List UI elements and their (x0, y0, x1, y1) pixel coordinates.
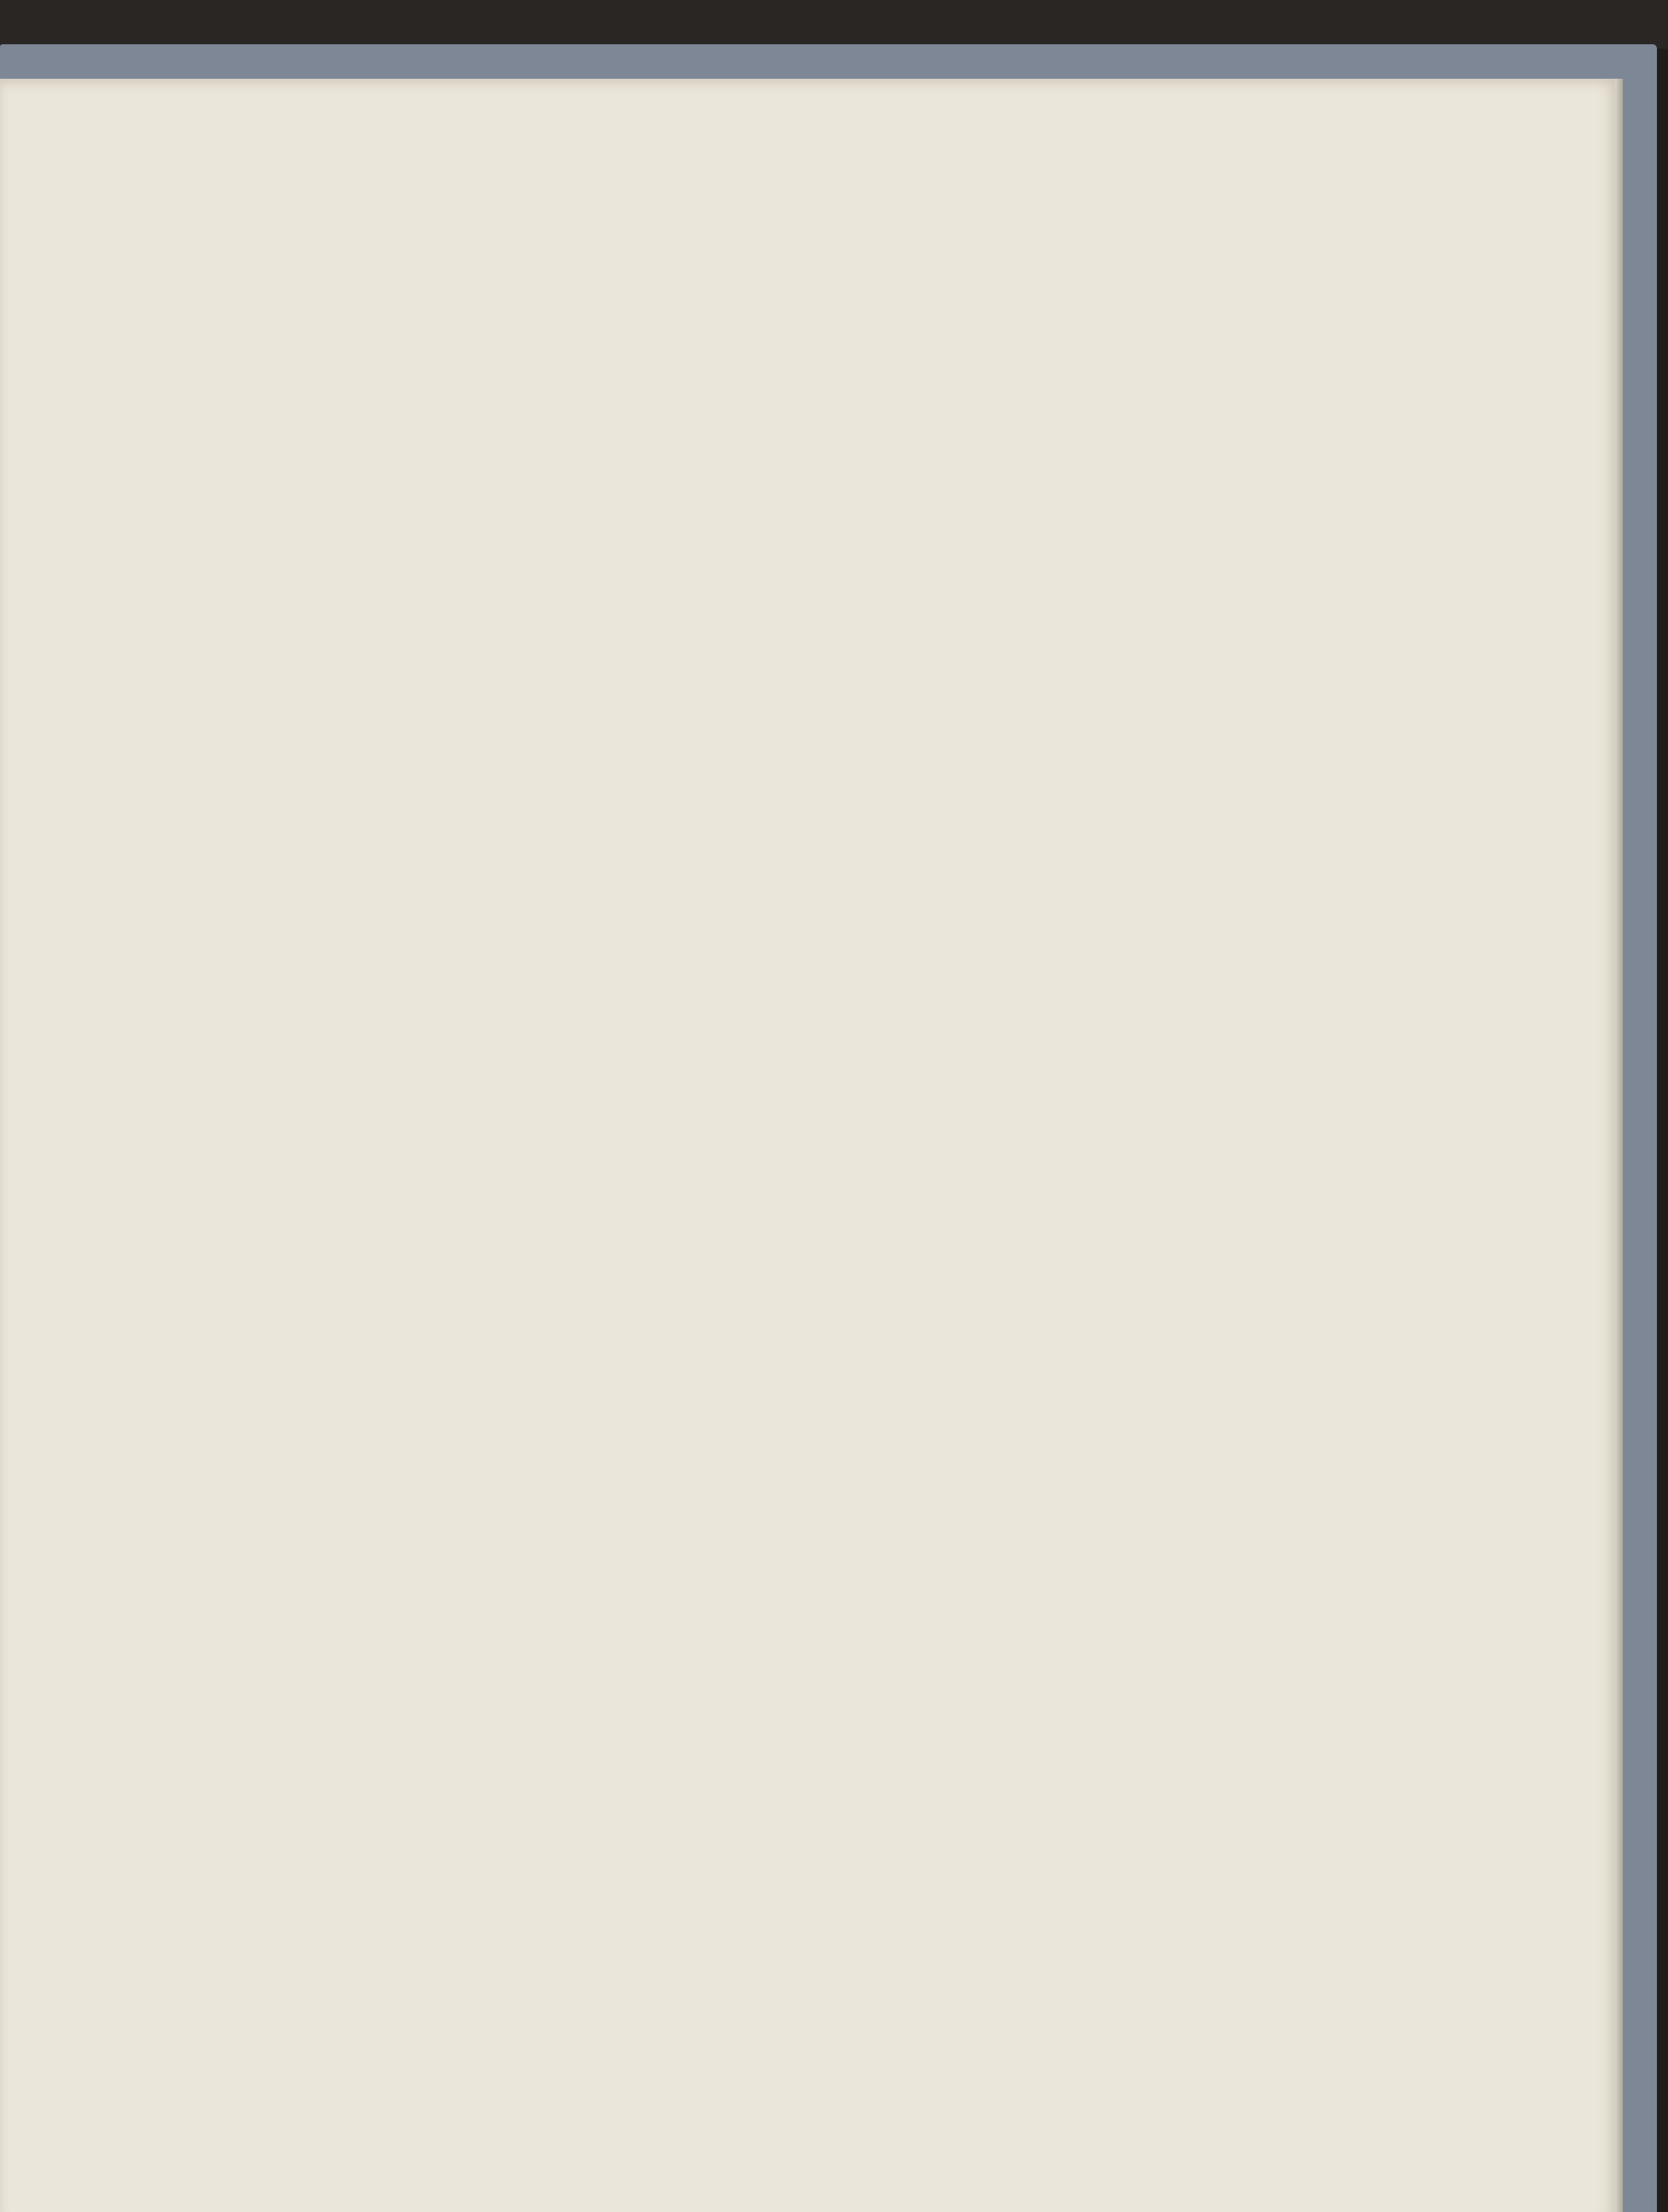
page-edge (1615, 79, 1623, 2212)
page-header-title (146, 354, 1411, 411)
background-top (0, 0, 1668, 49)
header-ornament-bottom (148, 414, 1409, 445)
header-ornament-top (148, 310, 1409, 341)
